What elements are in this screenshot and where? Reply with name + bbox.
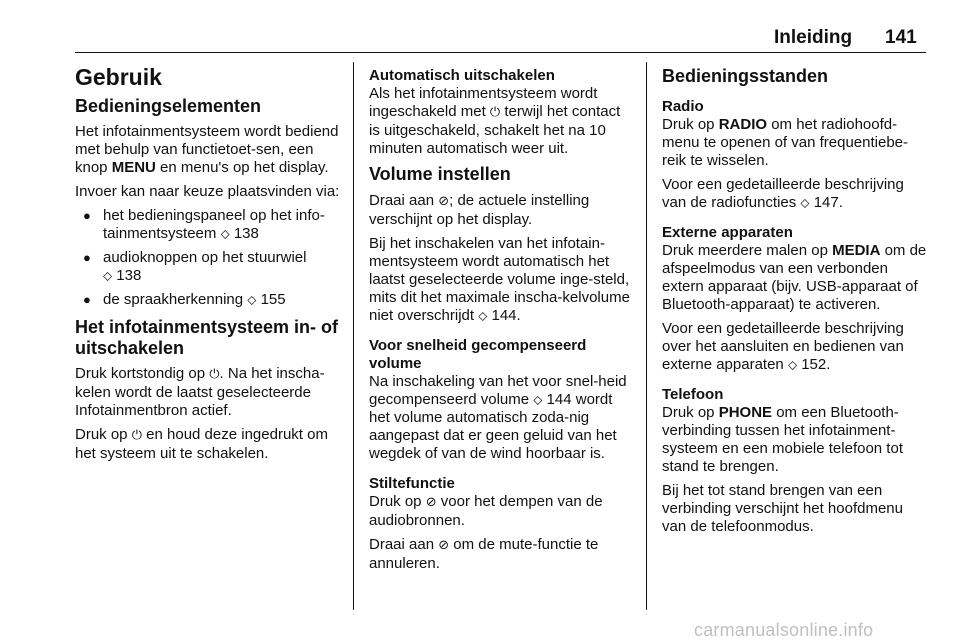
- page-header: [0, 0, 960, 58]
- paragraph-mute: Druk op ⊘ voor het dempen van de audiobronnen.: [369, 493, 603, 529]
- column-3: [662, 58, 928, 542]
- volume-knob-icon: ⊘: [438, 194, 450, 209]
- paragraph-power-off: Druk op ⏻ en houd deze ingedrukt om het systeem uit te schakelen.: [75, 426, 328, 462]
- reference-arrow-icon: ⬦: [478, 308, 488, 323]
- paragraph-radio-ref: Voor een gedetailleerde beschrijving van de radiofuncties ⬦ 147.: [662, 176, 904, 211]
- power-icon: ⏻: [131, 428, 142, 443]
- paragraph-volume-startup: Bij het inschakelen van het infotain-mentsysteem wordt automatisch het laatst geselecteerde volume inge-steld, mits dit het maximale inscha-kelvolume niet overschrijdt ⬦ 144.: [369, 235, 630, 324]
- heading-auto-off: Automatisch uitschakelen: [369, 67, 555, 84]
- phone-key-label: PHONE: [718, 404, 773, 421]
- column-divider-2: [646, 62, 647, 610]
- volume-knob-icon: ⊘: [438, 538, 450, 553]
- header-title: Inleiding: [774, 27, 853, 48]
- radio-key-label: RADIO: [718, 116, 768, 133]
- heading-controls: Bedieningselementen: [75, 96, 262, 116]
- column-2: [369, 58, 635, 579]
- reference-arrow-icon: ⬦: [533, 392, 543, 407]
- paragraph-radio: Druk op RADIO om het radiohoofd-menu te openen of van frequentiebe-reik te wisselen.: [662, 116, 909, 169]
- heading-power: Het infotainmentsysteem in- of uitschakelen: [75, 317, 339, 358]
- paragraph-volume: Draai aan ⊘; de actuele instelling verschijnt op het display.: [369, 192, 590, 228]
- power-icon: ⏻: [209, 367, 220, 382]
- menu-key-label: MENU: [111, 159, 156, 176]
- reference-arrow-icon: ⬦: [220, 226, 230, 241]
- page-number: 141: [885, 27, 917, 48]
- heading-modes: Bedieningsstanden: [662, 66, 829, 86]
- heading-speed-volume: Voor snelheid gecompenseerd volume: [369, 337, 587, 372]
- header-rule: [75, 52, 926, 53]
- paragraph-external-ref: Voor een gedetailleerde beschrijving over het aansluiten en bedienen van externe apparaten ⬦ 152.: [662, 320, 904, 373]
- paragraph-unmute: Draai aan ⊘ om de mute-functie te annuleren.: [369, 536, 599, 572]
- reference-arrow-icon: ⬦: [800, 195, 810, 210]
- paragraph-external: Druk meerdere malen op MEDIA om de afspeelmodus van een verbonden extern apparaat (bijv. USB-apparaat of Bluetooth-apparaat) te activeren.: [662, 242, 927, 313]
- heading-phone: Telefoon: [662, 386, 724, 403]
- column-divider-1: [353, 62, 354, 610]
- watermark: carmanualsonline.info: [694, 620, 874, 640]
- section-title: Gebruik: [75, 64, 162, 90]
- list-item: ● het bedieningspaneel op het info-tainmentsysteem ⬦ 138: [75, 207, 345, 243]
- input-list: [75, 207, 345, 309]
- power-icon: ⏻: [489, 105, 501, 120]
- heading-external: Externe apparaten: [662, 224, 793, 241]
- reference-arrow-icon: ⬦: [787, 357, 798, 372]
- paragraph-speed-volume: Na inschakeling van het voor snel-heid gecompenseerd volume ⬦ 144 wordt het volume automatisch zoda-nig aangepast dat er geen geluid van het wegdek of van de wind hoorbaar is.: [369, 373, 627, 462]
- paragraph-power-on: Druk kortstondig op ⏻. Na het inscha-kelen wordt de laatst geselecteerde Infotainmentbron actief.: [75, 365, 325, 419]
- reference-arrow-icon: ⬦: [247, 292, 257, 307]
- heading-volume: Volume instellen: [369, 164, 511, 184]
- paragraph-phone-connect: Bij het tot stand brengen van een verbinding verschijnt het hoofdmenu van de telefoonmodus.: [662, 482, 903, 535]
- paragraph-auto-off: Als het infotainmentsysteem wordt ingeschakeld met ⏻ terwijl het contact is uitgeschakeld, schakelt het na 10 minuten automatisch weer uit.: [369, 85, 621, 157]
- heading-mute: Stiltefunctie: [369, 475, 455, 492]
- paragraph-phone: Druk op PHONE om een Bluetooth-verbinding tussen het infotainment-systeem en een mobiele telefoon tot stand te brengen.: [662, 404, 903, 475]
- volume-knob-icon: ⊘: [425, 495, 437, 510]
- heading-radio: Radio: [662, 98, 704, 115]
- paragraph-input: Invoer kan naar keuze plaatsvinden via:: [75, 183, 340, 200]
- reference-arrow-icon: ⬦: [103, 268, 113, 283]
- media-key-label: MEDIA: [832, 242, 881, 259]
- column-1: [75, 58, 345, 469]
- list-item: ● de spraakherkenning ⬦ 155: [75, 291, 345, 309]
- list-item: ● audioknoppen op het stuurwiel ⬦ 138: [75, 249, 345, 285]
- paragraph-controls: Het infotainmentsysteem wordt bediend met behulp van functietoet-sen, een knop MENU en menu's op het display.: [75, 123, 339, 176]
